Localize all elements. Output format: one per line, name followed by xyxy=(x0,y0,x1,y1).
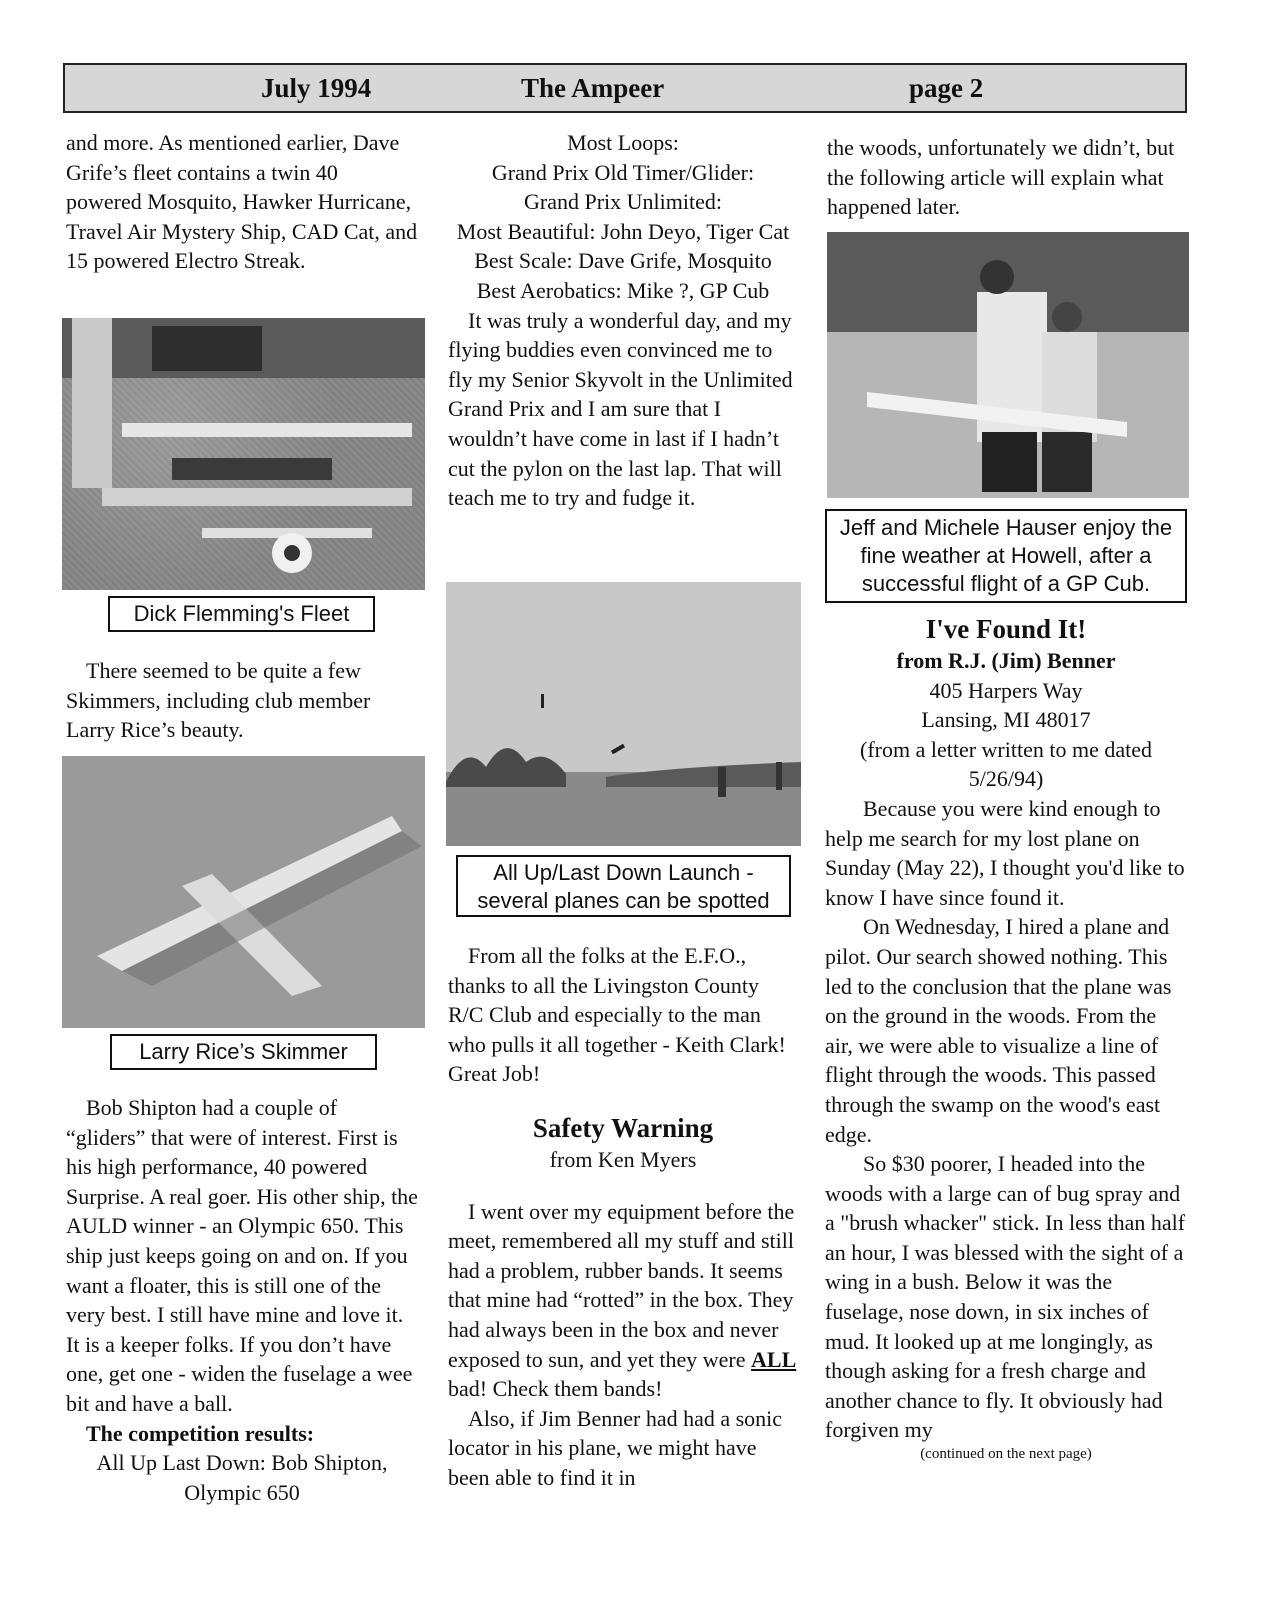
article-byline: from Ken Myers xyxy=(549,1146,697,1172)
result-line: Most Beautiful: John Deyo, Tiger Cat xyxy=(456,218,790,244)
result-line: Most Loops: xyxy=(567,130,679,155)
paragraph: Also, if Jim Benner had had a sonic locator in his plane, we might have been able to find it in xyxy=(448,1405,783,1490)
paragraph: On Wednesday, I hired a plane and pilot. Our search showed nothing. This led to the conclusion that the plane was on the ground in the woods. From the air, we were able to visualize a line of flight through the woods. This passed through the swamp on the wood's east edge. xyxy=(825,914,1172,1147)
result-line: Best Scale: Dave Grife, Mosquito xyxy=(474,248,772,274)
article-heading: Safety Warning xyxy=(532,1112,714,1143)
header-title: The Ampeer xyxy=(521,73,665,103)
photo-caption: Dick Flemming's Fleet xyxy=(108,596,375,632)
paragraph: and more. As mentioned earlier, Dave Grife’s fleet contains a twin 40 powered Mosquito, Hawker Hurricane, Travel Air Mystery Ship, CAD Cat, and 15 powered Electro Streak. xyxy=(66,130,418,274)
hauser-photo xyxy=(827,232,1189,498)
paragraph: From all the folks at the E.F.O., thanks to all the Livingston County R/C Club and especially to the man who pulls it all together - Keith Clark! Great Job! xyxy=(448,943,786,1087)
letter-date-note: (from a letter written to me dated 5/26/94) xyxy=(860,736,1152,792)
paragraph: It was truly a wonderful day, and my flying buddies even convinced me to fly my Senior Skyvolt in the Unlimited Grand Prix and I am sure that I wouldn’t have come in last if I hadn’t cut the pylon on the last lap. That will teach me to try and fudge it. xyxy=(448,307,793,511)
result-line: All Up Last Down: Bob Shipton, Olympic 650 xyxy=(96,1450,388,1505)
column-1 xyxy=(66,128,418,276)
paragraph: the woods, unfortunately we didn’t, but the following article will explain what happened later. xyxy=(827,135,1175,220)
launch-photo xyxy=(446,582,801,846)
address-line: 405 Harpers Way xyxy=(929,677,1083,703)
page-header xyxy=(63,63,1187,113)
article-heading: I've Found It! xyxy=(925,614,1087,644)
article-byline: from R.J. (Jim) Benner xyxy=(896,648,1116,673)
result-line: Best Aerobatics: Mike ?, GP Cub xyxy=(476,277,770,303)
column-3-bottom xyxy=(825,612,1187,1463)
result-line: Grand Prix Unlimited: xyxy=(524,189,722,215)
column-2-bottom xyxy=(448,941,798,1493)
paragraph-text: I went over my equipment before the meet, remembered all my stuff and still had a problem, rubber bands. It seems that mine had “rotted” in the box. They had always been in the box and never exposed to sun, and yet they were xyxy=(448,1198,795,1372)
skimmer-photo xyxy=(62,756,425,1028)
result-line: Grand Prix Old Timer/Glider: xyxy=(491,159,755,185)
results-heading: The competition results: xyxy=(86,1420,315,1446)
photo-caption: All Up/Last Down Launch - several planes can be spotted xyxy=(456,855,791,917)
header-date: July 1994 xyxy=(261,73,372,103)
paragraph: So $30 poorer, I headed into the woods with a large can of bug spray and a "brush whacker" stick. In less than half an hour, I was blessed with the sight of a wing in a bush. Below it was the fuselage, nose down, in six inches of mud. It looked up at me longingly, as though asking for a fresh charge and another chance to fly. It obviously had forgiven my xyxy=(825,1151,1186,1443)
paragraph: Bob Shipton had a couple of “gliders” that were of interest. First is his high performance, 40 powered Surprise. A real goer. His other ship, the AULD winner - an Olympic 650. This ship just keeps going on and on. If you want a floater, this is still one of the very best. I still have mine and love it. It is a keeper folks. If you don’t have one, get one - widen the fuselage a wee bit and have a ball. xyxy=(66,1095,418,1416)
column-1-mid xyxy=(66,656,418,745)
fleet-photo xyxy=(62,318,425,590)
paragraph: There seemed to be quite a few Skimmers, including club member Larry Rice’s beauty. xyxy=(66,658,371,743)
photo-caption: Jeff and Michele Hauser enjoy the fine weather at Howell, after a successful flight of a GP Cub. xyxy=(825,509,1187,603)
column-3 xyxy=(827,133,1187,222)
header-page-number: page 2 xyxy=(909,73,984,103)
continued-note: (continued on the next page) xyxy=(920,1446,1092,1463)
paragraph xyxy=(448,1197,798,1404)
column-1-bottom xyxy=(66,1093,418,1507)
emphasis-all: ALL xyxy=(751,1346,797,1372)
paragraph: Because you were kind enough to help me search for my lost plane on Sunday (May 22), I thought you'd like to know I have since found it. xyxy=(825,795,1185,910)
photo-caption: Larry Rice’s Skimmer xyxy=(110,1034,377,1070)
address-line: Lansing, MI 48017 xyxy=(921,707,1091,733)
paragraph-text: bad! Check them bands! xyxy=(448,1376,663,1402)
column-2 xyxy=(448,128,798,513)
